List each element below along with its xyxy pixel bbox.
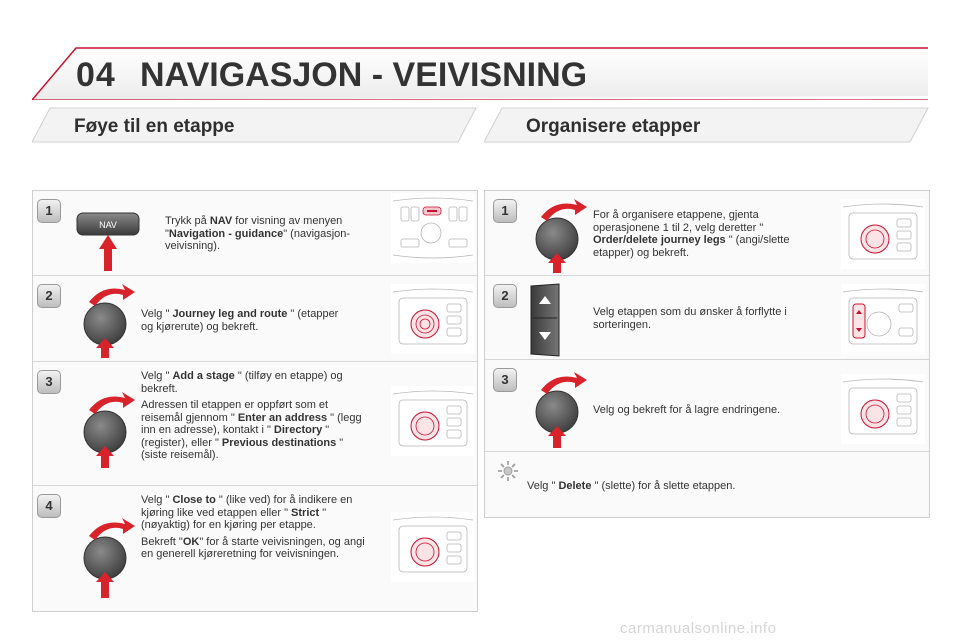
left-step-2-text: Velg " Journey leg and route " (etapper og kjørerute) og bekreft.	[141, 308, 339, 333]
left-step-1-text: Trykk på NAV for visning av menyen "Navigation - guidance" (navigasjon-veivisning).	[165, 215, 351, 252]
step-number-badge: 1	[493, 199, 517, 223]
left-section-title: Føye til en etappe	[74, 116, 235, 137]
radio-panel-thumbnail	[391, 193, 475, 263]
left-step-3-text: Velg " Add a stage " (tilføy en etappe) og bekreft. Adressen til etappen er oppført som et reisemål gjennom " Enter an address " (legg inn en adresse), kontakt i " Directory " (register), eller " Previous destinations " (siste reisemål).	[141, 370, 362, 461]
tip-text: Velg " Delete " (slette) for å slette etappen.	[527, 480, 736, 492]
nav-button-icon	[73, 201, 143, 277]
right-step-2	[485, 275, 929, 360]
right-tip	[485, 451, 929, 516]
left-steps-panel	[32, 190, 478, 612]
chapter-number: 04	[76, 56, 116, 94]
step-number-badge: 2	[37, 284, 61, 308]
footer-watermark: carmanualsonline.info	[620, 620, 777, 637]
tip-sun-icon	[497, 460, 519, 482]
step-number-badge: 2	[493, 284, 517, 308]
up-down-rocker-icon	[525, 282, 565, 358]
right-step-3	[485, 359, 929, 452]
right-step-1-text: For å organisere etappene, gjenta operasjonene 1 til 2, velg deretter " Order/delete journey legs " (angi/slette etapper) og bekreft.	[593, 209, 790, 259]
left-step-2	[33, 275, 477, 362]
right-step-1	[485, 191, 929, 275]
left-step-4-text: Velg " Close to " (like ved) for å indikere en kjøring like ved etappen eller " Strict " (nøyaktig) for en kjøring per etappe. Bekreft "OK" for å starte veivisningen, og angi en generell kjøreretning for veivisningen.	[141, 494, 365, 560]
step-number-badge: 4	[37, 494, 61, 518]
right-step-2-text: Velg etappen som du ønsker å forflytte i sorteringen.	[593, 306, 787, 331]
radio-panel-thumbnail	[841, 199, 925, 269]
left-step-4	[33, 485, 477, 610]
right-step-3-text: Velg og bekreft for å lagre endringene.	[593, 404, 781, 416]
right-section-title: Organisere etapper	[526, 116, 701, 137]
chapter-title: NAVIGASJON - VEIVISNING	[140, 56, 588, 94]
radio-panel-thumbnail	[841, 374, 925, 444]
nav-button-label: NAV	[99, 220, 117, 230]
left-step-3	[33, 361, 477, 486]
step-number-badge: 3	[37, 370, 61, 394]
radio-panel-thumbnail	[391, 512, 475, 582]
radio-panel-thumbnail	[841, 284, 925, 354]
step-number-badge: 3	[493, 368, 517, 392]
left-step-1	[33, 191, 477, 275]
radio-panel-thumbnail	[391, 386, 475, 456]
radio-panel-thumbnail	[391, 284, 475, 354]
step-number-badge: 1	[37, 199, 61, 223]
right-steps-panel	[484, 190, 930, 518]
